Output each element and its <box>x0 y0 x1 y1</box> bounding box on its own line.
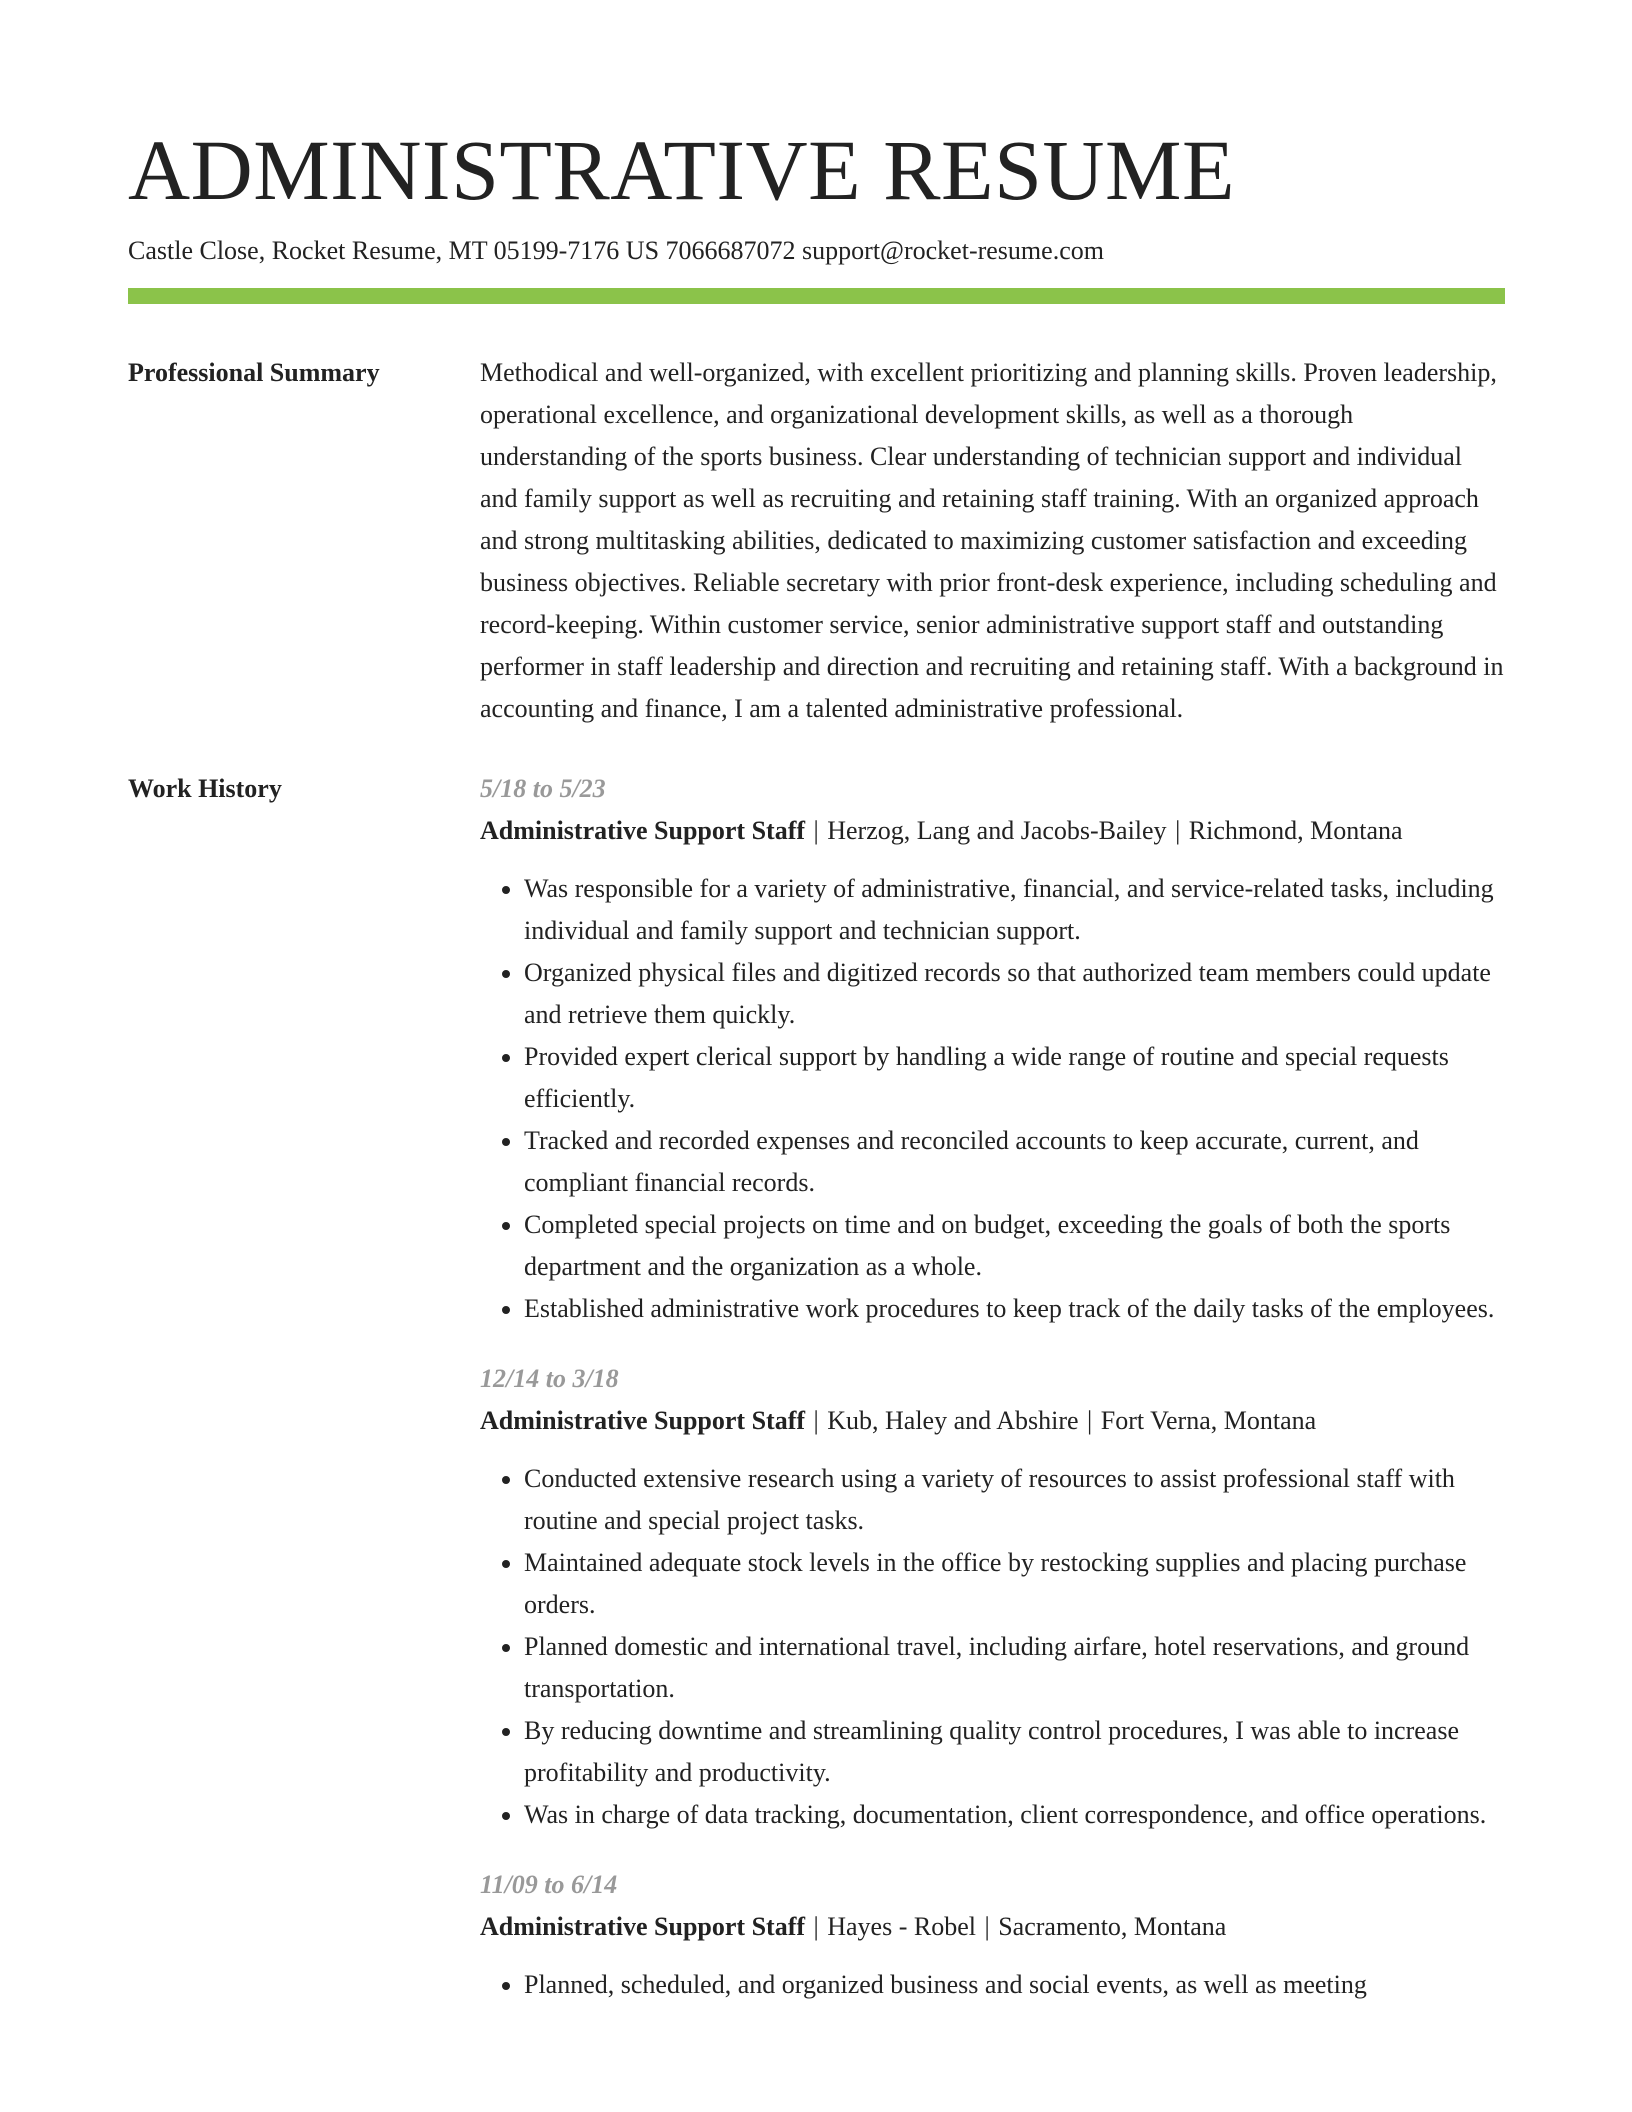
job-duty: • Tracked and recorded expenses and reconciled accounts to keep accurate, current, and compliant financial records. <box>524 1120 1505 1204</box>
summary-section <box>128 352 1505 730</box>
job-duty: • Established administrative work procedures to keep track of the daily tasks of the employees. <box>524 1288 1505 1330</box>
resume-title: ADMINISTRATIVE RESUME <box>128 122 1235 218</box>
job-location: Fort Verna, Montana <box>1100 1406 1317 1435</box>
work-history-section <box>128 768 1505 2034</box>
job-duty: • Maintained adequate stock levels in the office by restocking supplies and placing purchase orders. <box>524 1542 1505 1626</box>
job-company: Kub, Haley and Abshire <box>827 1406 1079 1435</box>
job-location: Richmond, Montana <box>1188 816 1403 845</box>
summary-label: Professional Summary <box>128 358 380 387</box>
job-duty: • Conducted extensive research using a variety of resources to assist professional staff with routine and special project tasks. <box>524 1458 1505 1542</box>
job-duty: • By reducing downtime and streamlining quality control procedures, I was able to increase profitability and productivity. <box>524 1710 1505 1794</box>
job-heading: Administrative Support Staff | Hayes - Robel | Sacramento, Montana <box>480 1912 1227 1941</box>
job-duties-list <box>480 868 1505 1330</box>
summary-text: Methodical and well-organized, with excellent prioritizing and planning skills. Proven leadership, operational excellence, and organizational development skills, as well as a thorough understanding of the sports business. Clear understanding of technician support and individual and family support as well as recruiting and retaining staff training. With an organized approach and strong multitasking abilities, dedicated to maximizing customer satisfaction and exceeding business objectives. Reliable secretary with prior front-desk experience, including scheduling and record-keeping. Within customer service, senior administrative support staff and outstanding performer in staff leadership and direction and recruiting and retaining staff. With a background in accounting and finance, I am a talented administrative professional. <box>480 358 1504 723</box>
job-title: Administrative Support Staff <box>480 1406 806 1435</box>
job-dates: 11/09 to 6/14 <box>480 1870 618 1899</box>
work-history-label: Work History <box>128 774 282 803</box>
job-duty: • Planned, scheduled, and organized business and social events, as well as meeting <box>524 1964 1505 2006</box>
job-duties-list <box>480 1964 1505 2006</box>
job-title: Administrative Support Staff <box>480 816 806 845</box>
job-duty: • Organized physical files and digitized records so that authorized team members could update and retrieve them quickly. <box>524 952 1505 1036</box>
job-duty: • Was in charge of data tracking, documentation, client correspondence, and office operations. <box>524 1794 1505 1836</box>
job-company: Hayes - Robel <box>827 1912 976 1941</box>
job-duty: • Was responsible for a variety of administrative, financial, and service-related tasks, including individual and family support and technician support. <box>524 868 1505 952</box>
job-title: Administrative Support Staff <box>480 1912 806 1941</box>
accent-divider <box>128 288 1505 304</box>
job-duty: • Planned domestic and international travel, including airfare, hotel reservations, and ground transportation. <box>524 1626 1505 1710</box>
job-entry <box>480 768 1505 1330</box>
job-company: Herzog, Lang and Jacobs-Bailey <box>827 816 1167 845</box>
contact-info: Castle Close, Rocket Resume, MT 05199-7176 US 7066687072 support@rocket-resume.com <box>128 236 1104 265</box>
job-duties-list <box>480 1458 1505 1836</box>
job-dates: 5/18 to 5/23 <box>480 774 606 803</box>
job-location: Sacramento, Montana <box>998 1912 1227 1941</box>
job-heading: Administrative Support Staff | Herzog, Lang and Jacobs-Bailey | Richmond, Montana <box>480 816 1403 845</box>
job-dates: 12/14 to 3/18 <box>480 1364 619 1393</box>
job-entry <box>480 1864 1505 2006</box>
job-entry <box>480 1358 1505 1836</box>
job-duty: • Completed special projects on time and on budget, exceeding the goals of both the sports department and the organization as a whole. <box>524 1204 1505 1288</box>
job-duty: • Provided expert clerical support by handling a wide range of routine and special requests efficiently. <box>524 1036 1505 1120</box>
resume-page <box>128 0 1505 2034</box>
job-heading: Administrative Support Staff | Kub, Haley and Abshire | Fort Verna, Montana <box>480 1406 1317 1435</box>
